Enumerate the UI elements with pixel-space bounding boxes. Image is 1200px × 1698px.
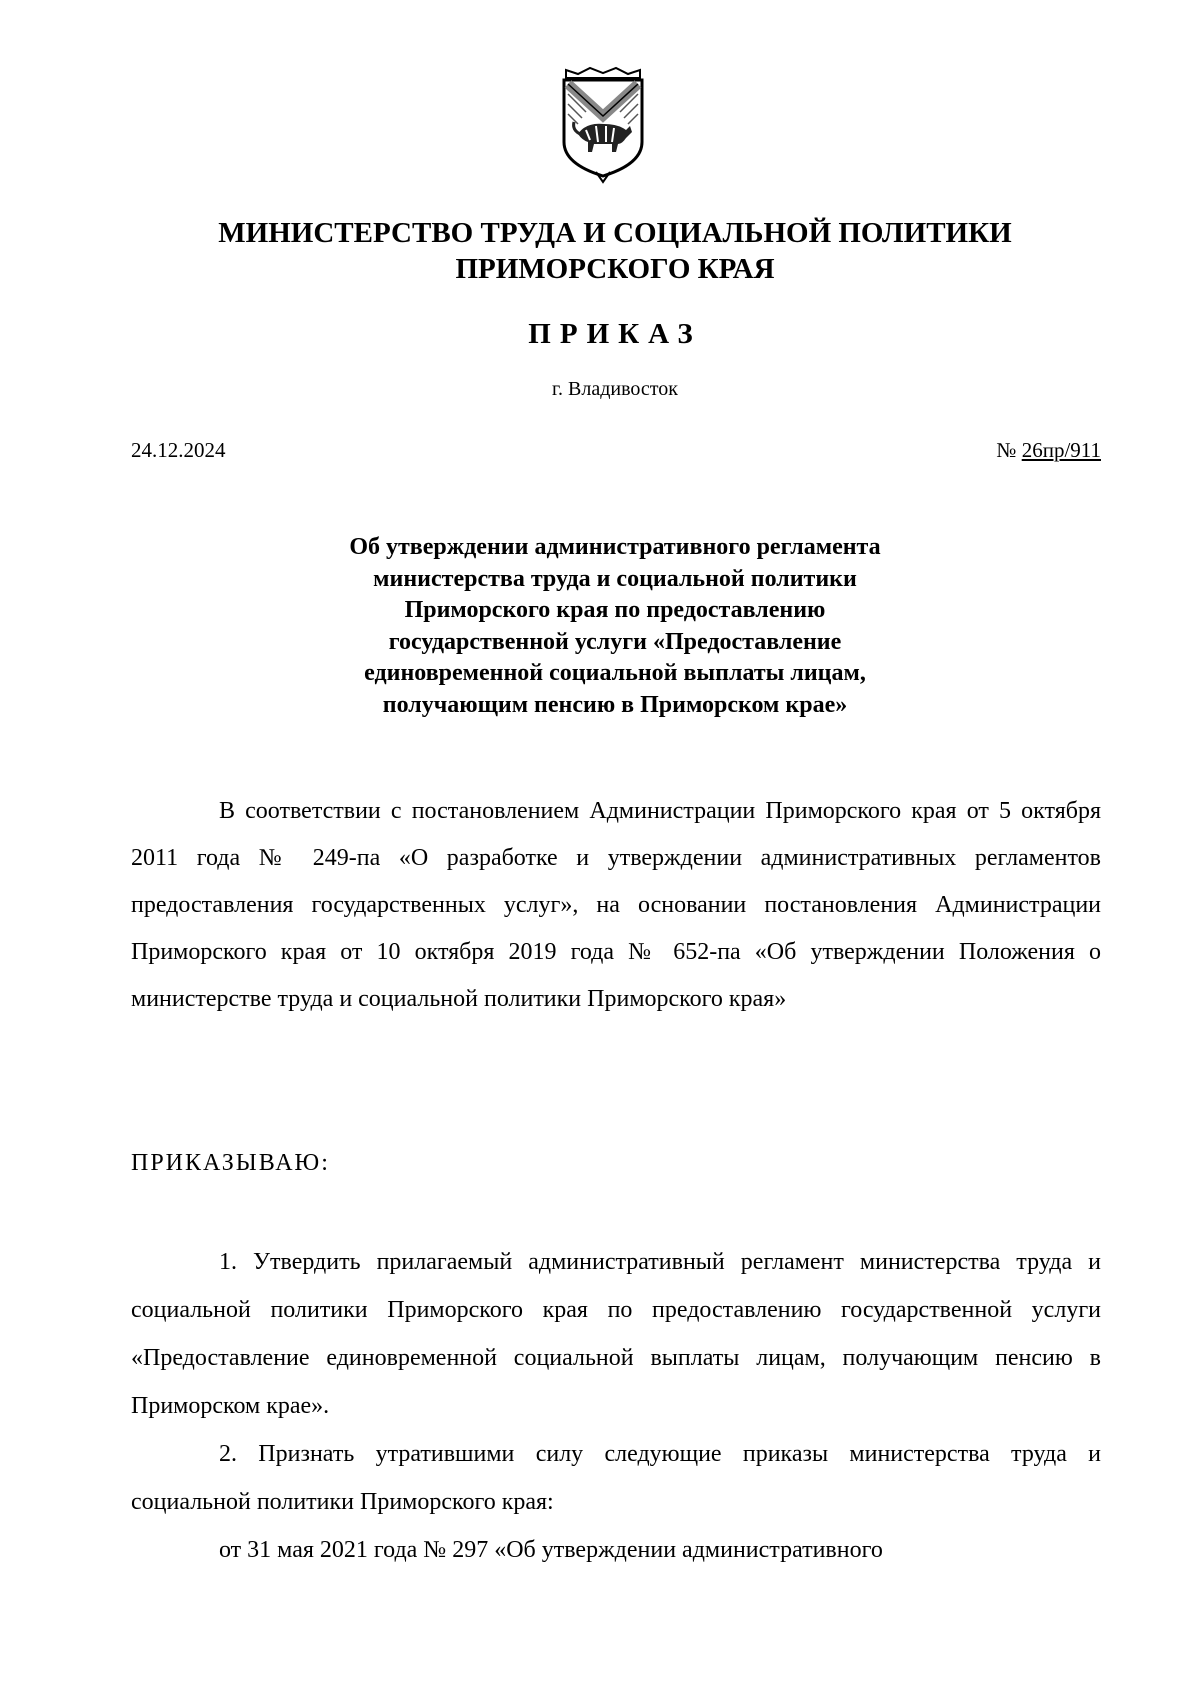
city: г. Владивосток [552,378,678,400]
order-item-1: 1. Утвердить прилагаемый административный регламент министерства труда и социальной политики Приморского края по предоставлению государственной услуги «Предоставление единовременной социальной выплаты лицам, получающим пенсию в Приморском крае». [131,1249,1101,1419]
subject-line: получающим пенсию в Приморском крае» [382,691,848,718]
subject-line: Приморского края по предоставлению [404,597,826,623]
number-prefix: № [996,438,1017,462]
ministry-line-2: ПРИМОРСКОГО КРАЯ [455,253,775,285]
document-type: ПРИКАЗ [528,318,702,350]
coat-of-arms-icon [556,64,650,184]
order-item-2-sub-1: от 31 мая 2021 года № 297 «Об утверждении административного [219,1537,883,1563]
subject-line: министерства труда и социальной политики [373,565,857,592]
ministry-line-1: МИНИСТЕРСТВО ТРУДА И СОЦИАЛЬНОЙ ПОЛИТИКИ [218,217,1012,249]
order-item-2: 2. Признать утратившими силу следующие приказы министерства труда и социальной политики Приморского края: [131,1441,1101,1515]
orders-heading: ПРИКАЗЫВАЮ: [131,1150,330,1176]
subject-line: единовременной социальной выплаты лицам, [364,660,866,686]
ministry-name [130,215,1100,287]
document-subject [130,532,1100,721]
number-value: 26пр/911 [1021,438,1101,462]
document-number [996,438,1101,463]
subject-line: Об утверждении административного регламента [349,534,881,560]
preamble-paragraph: В соответствии с постановлением Администрации Приморского края от 5 октября 2011 года № 249-па «О разработке и утверждении административных регламентов предоставления государственных услуг», на основании постановления Администрации Приморского края от 10 октября 2019 года № 652-па «Об утверждении Положения о министерстве труда и социальной политики Приморского края» [131,798,1101,1012]
subject-line: государственной услуги «Предоставление [388,628,842,655]
document-date: 24.12.2024 [131,438,226,462]
